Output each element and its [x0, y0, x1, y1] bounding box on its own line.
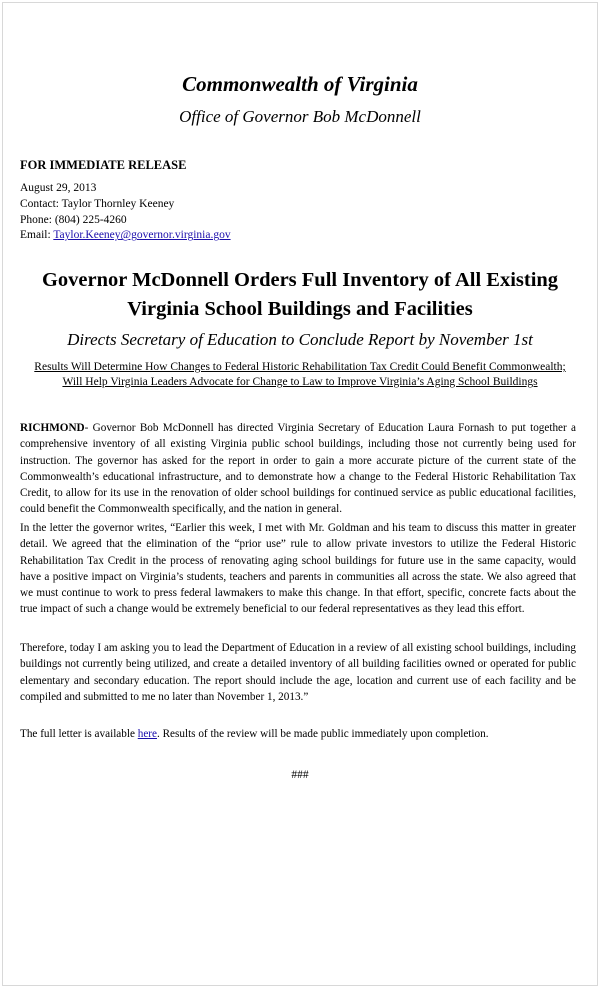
release-date: August 29, 2013 — [20, 182, 97, 194]
contact-phone: Phone: (804) 225-4260 — [20, 213, 127, 226]
contact-block — [20, 181, 231, 244]
paragraph-4 — [20, 726, 576, 742]
paragraph-3: Therefore, today I am asking you to lead the Department of Education in a review of all existing school buildings, including buildings not currently being utilized, and create a detailed inventory of all building facilities owned or operated for public elementary and secondary education. The report should include the age, location and current use of each facility and be compiled and submitted to me no later than November 1, 2013.” — [20, 642, 576, 703]
contact-name: Contact: Taylor Thornley Keeney — [20, 197, 175, 210]
paragraph-4-before: The full letter is available — [20, 728, 138, 740]
headline-subtitle: Directs Secretary of Education to Conclude Report by November 1st — [67, 330, 533, 349]
email-link[interactable]: Taylor.Keeney@governor.virginia.gov — [53, 229, 231, 242]
header-office: Office of Governor Bob McDonnell — [179, 107, 421, 126]
end-mark: ### — [291, 769, 309, 781]
contact-email-row — [20, 228, 231, 244]
headline-subnote — [15, 360, 585, 390]
full-letter-link[interactable]: here — [137, 728, 157, 740]
paragraph-1-text: - Governor Bob McDonnell has directed Virginia Secretary of Education Laura Fornash to put together a comprehensive inventory of all existing Virginia public school buildings, including those not currently being used for instruction. The governor has asked for the report in order to gain a more accurate picture of the current state of the Commonwealth’s educational infrastructure, and to demonstrate how a change to the Federal Historic Rehabilitation Tax Credit, to allow for its use in the renovation of older school buildings for continued service as public educational facilities, could benefit the Commonwealth specifically, and the nation in general. — [20, 422, 576, 516]
paragraph-2: In the letter the governor writes, “Earlier this week, I met with Mr. Goldman and his team to discuss this matter in greater detail. We agreed that the elimination of the “prior use” rule to allow private investors to utilize the Federal Historic Rehabilitation Tax Credit in the process of renovating aging school buildings for future use in the same capacity, would have a positive impact on Virginia’s students, teachers and parents in communities all across the state. We also agreed that we must continue to work to press federal lawmakers to make this change. In that effort, specific, concrete facts about the true impact of such a change would be extremely beneficial to our federal representatives as they lead this effort. — [20, 522, 576, 616]
paragraph-4-after: . Results of the review will be made public immediately upon completion. — [157, 728, 489, 740]
subnote-line-2: Will Help Virginia Leaders Advocate for Change to Law to Improve Virginia’s Aging School Buildings — [62, 376, 538, 388]
subnote-line-1: Results Will Determine How Changes to Federal Historic Rehabilitation Tax Credit Could Benefit Commonwealth; — [34, 361, 566, 373]
headline-title: Governor McDonnell Orders Full Inventory of All Existing Virginia School Buildings and Facilities — [41, 269, 559, 320]
release-label: FOR IMMEDIATE RELEASE — [20, 158, 187, 172]
header-commonwealth: Commonwealth of Virginia — [182, 72, 418, 96]
paragraph-1 — [20, 420, 576, 518]
email-label: Email: — [20, 229, 54, 242]
dateline: RICHMOND — [20, 422, 85, 434]
